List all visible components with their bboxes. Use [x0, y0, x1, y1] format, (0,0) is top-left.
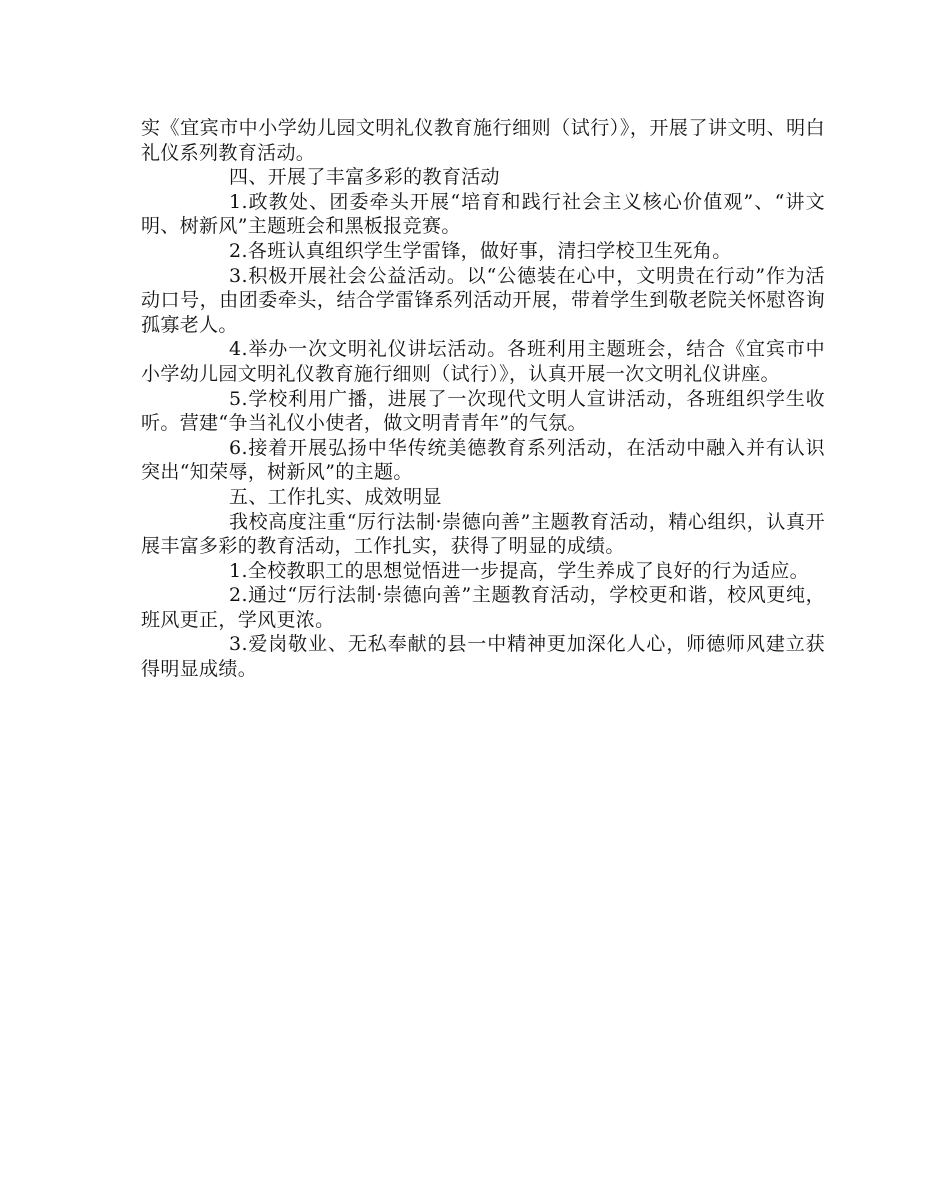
list-item-4-1: 1.政教处、团委牵头开展“培育和践行社会主义核心价值观”、“讲文明、树新风”主题班会和黑板报竞赛。	[141, 190, 825, 238]
paragraph-continuation: 实《宜宾市中小学幼儿园文明礼仪教育施行细则（试行）》，开展了讲文明、明白礼仪系列教育活动。	[141, 117, 825, 164]
list-item-5-1: 1.全校教职工的思想觉悟进一步提高，学生养成了良好的行为适应。	[229, 559, 809, 582]
list-item-4-4: 4.举办一次文明礼仪讲坛活动。各班利用主题班会，结合《宜宾市中小学幼儿园文明礼仪教育施行细则（试行）》，认真开展一次文明礼仪讲座。	[141, 338, 825, 385]
list-item-4-2: 2.各班认真组织学生学雷锋，做好事，清扫学校卫生死角。	[229, 239, 732, 262]
section-heading-4: 四、开展了丰富多彩的教育活动	[229, 166, 500, 189]
list-item-4-3: 3.积极开展社会公益活动。以“公德装在心中，文明贵在行动”作为活动口号，由团委牵头，结合学雷锋系列活动开展，带着学生到敬老院关怀慰咨询孤寡老人。	[141, 264, 825, 336]
section-heading-5: 五、工作扎实、成效明显	[229, 485, 442, 508]
list-item-5-2: 2.通过“厉行法制·崇德向善”主题教育活动，学校更和谐，校风更纯，班风更正，学风更浓。	[141, 584, 825, 631]
section-5-intro: 我校高度注重“厉行法制·崇德向善”主题教育活动，精心组织，认真开展丰富多彩的教育活动，工作扎实，获得了明显的成绩。	[141, 510, 825, 558]
list-item-5-3: 3.爱岗敬业、无私奉献的县一中精神更加深化人心，师德师风建立获得明显成绩。	[141, 633, 825, 681]
list-item-4-5: 5.学校利用广播，进展了一次现代文明人宣讲活动，各班组织学生收听。营建“争当礼仪小使者，做文明青青年”的气氛。	[141, 387, 825, 435]
document-body	[141, 116, 825, 682]
list-item-4-6: 6.接着开展弘扬中华传统美德教育系列活动，在活动中融入并有认识突出“知荣辱，树新风”的主题。	[141, 436, 825, 484]
